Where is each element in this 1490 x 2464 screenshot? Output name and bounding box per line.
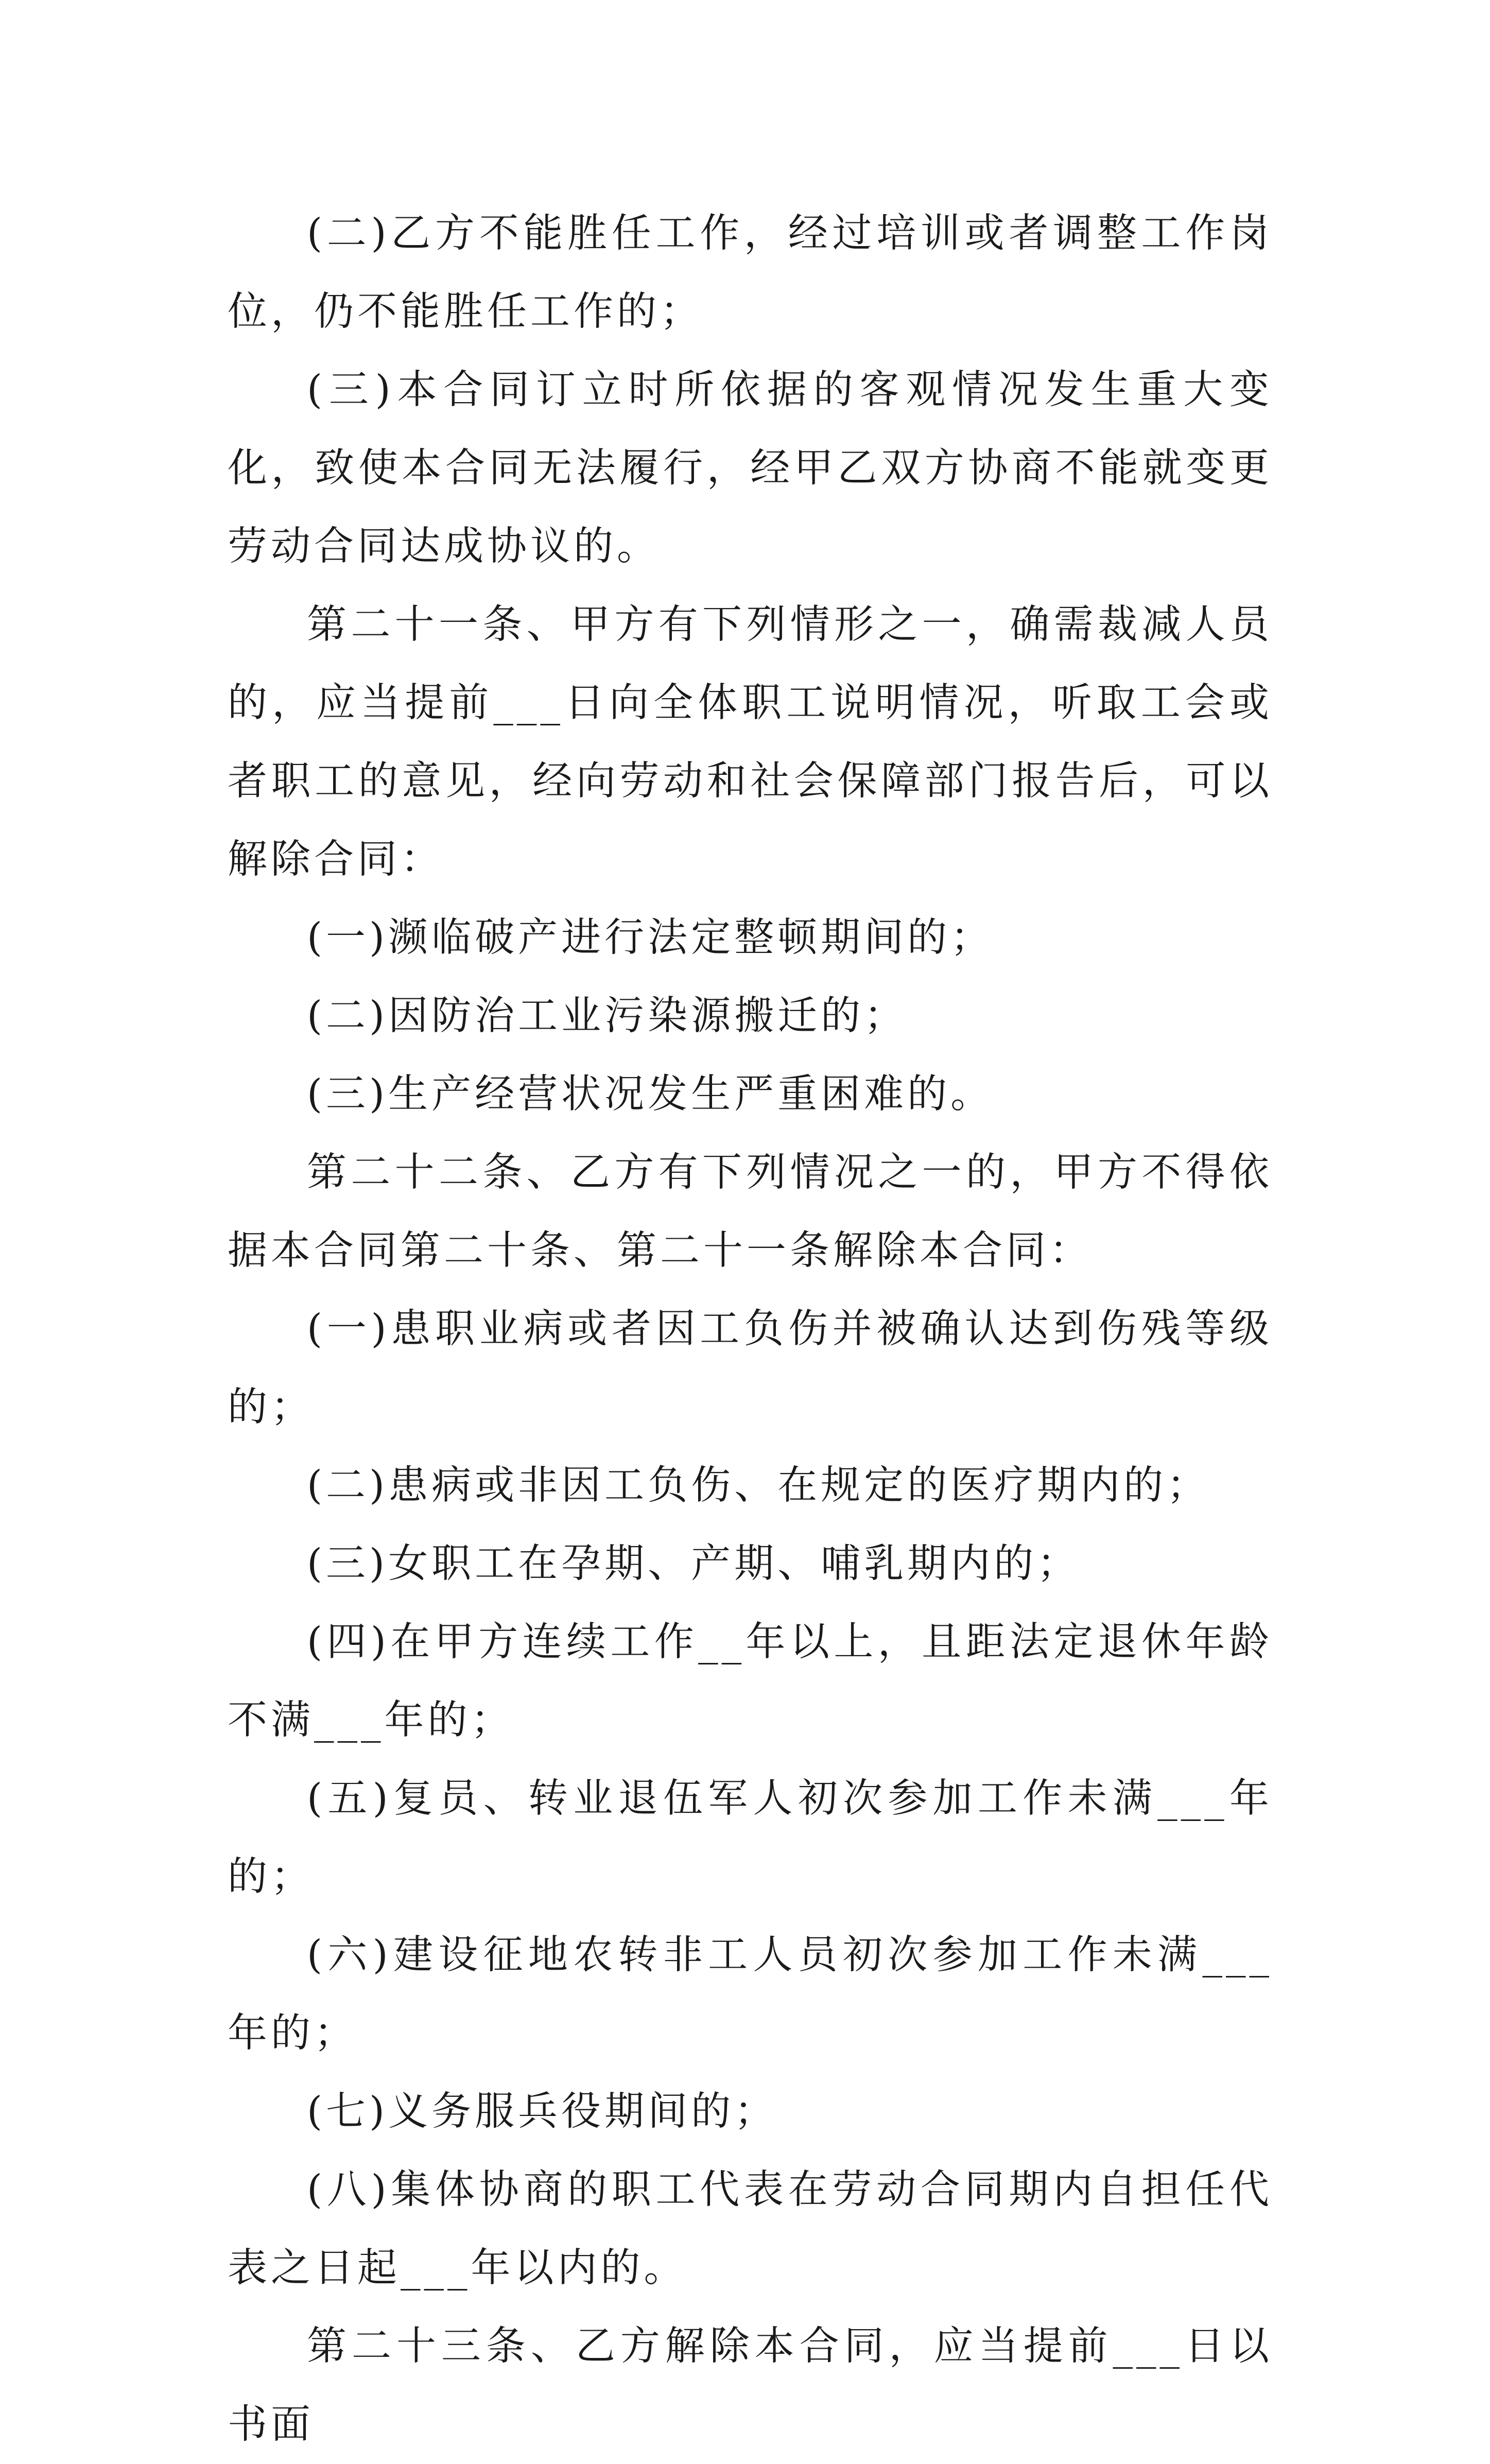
clause-22: 第二十二条、乙方有下列情况之一的，甲方不得依据本合同第二十条、第二十一条解除本合同： bbox=[228, 1150, 1273, 1274]
clause-21-item-1: (一)濒临破产进行法定整顿期间的； bbox=[307, 915, 994, 961]
clause-22-item-4: (四)在甲方连续工作__年以上，且距法定退休年龄不满___年的； bbox=[228, 1619, 1273, 1743]
clause-22-item-2: (二)患病或非因工负伤、在规定的医疗期内的； bbox=[307, 1463, 1210, 1508]
clause-20-item-2: (二)乙方不能胜任工作，经过培训或者调整工作岗位，仍不能胜任工作的； bbox=[228, 211, 1273, 335]
clause-22-item-7: (七)义务服兵役期间的； bbox=[307, 2089, 778, 2135]
clause-22-item-6: (六)建设征地农转非工人员初次参加工作未满___年的； bbox=[228, 1932, 1273, 2056]
clause-22-item-8: (八)集体协商的职工代表在劳动合同期内自担任代表之日起___年以内的。 bbox=[228, 2167, 1273, 2291]
clause-22-item-1: (一)患职业病或者因工负伤并被确认达到伤残等级的； bbox=[228, 1306, 1273, 1430]
document-body bbox=[228, 195, 1273, 2464]
clause-22-item-3: (三)女职工在孕期、产期、哺乳期内的； bbox=[307, 1541, 1081, 1587]
clause-23: 第二十三条、乙方解除本合同，应当提前___日以书面 bbox=[228, 2323, 1273, 2448]
clause-21-item-3: (三)生产经营状况发生严重困难的。 bbox=[307, 1071, 994, 1117]
clause-20-item-3: (三)本合同订立时所依据的客观情况发生重大变化，致使本合同无法履行，经甲乙双方协商不能就变更劳动合同达成协议的。 bbox=[228, 367, 1273, 569]
clause-21: 第二十一条、甲方有下列情形之一，确需裁减人员的，应当提前___日向全体职工说明情况，听取工会或者职工的意见，经向劳动和社会保障部门报告后，可以解除合同： bbox=[228, 602, 1273, 882]
clause-22-item-5: (五)复员、转业退伍军人初次参加工作未满___年的； bbox=[228, 1776, 1273, 1900]
clause-21-item-2: (二)因防治工业污染源搬迁的； bbox=[307, 993, 908, 1039]
